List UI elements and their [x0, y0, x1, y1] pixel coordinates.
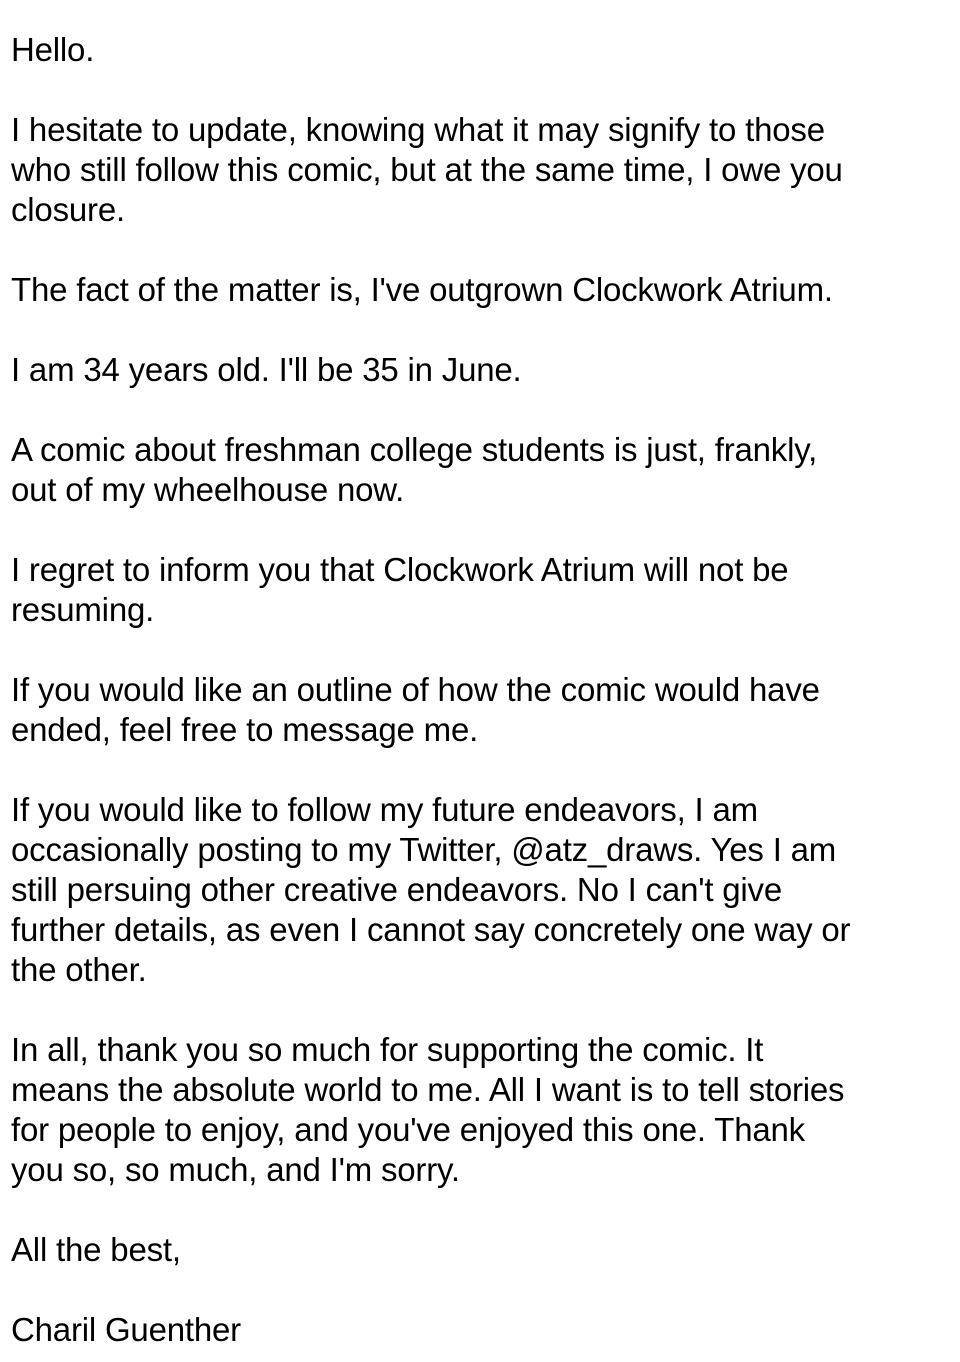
- letter-body: [11, 30, 956, 1350]
- text-line: still persuing other creative endeavors. No I can't give: [11, 871, 783, 908]
- text-line: ended, feel free to message me.: [11, 711, 479, 748]
- text-line: you so, so much, and I'm sorry.: [11, 1151, 460, 1188]
- paragraph-not-resuming: [11, 550, 956, 630]
- text-line: the other.: [11, 951, 147, 988]
- text-line: occasionally posting to my Twitter, @atz_draws. Yes I am: [11, 831, 837, 868]
- greeting: Hello.: [11, 31, 95, 68]
- text-line: means the absolute world to me. All I want is to tell stories: [11, 1071, 845, 1108]
- text-line: If you would like to follow my future endeavors, I am: [11, 791, 758, 828]
- paragraph-gap: [11, 230, 956, 270]
- paragraph-gap: [11, 510, 956, 550]
- paragraph-gap: [11, 70, 956, 110]
- paragraph-gap: [11, 990, 956, 1030]
- text-line: In all, thank you so much for supporting the comic. It: [11, 1031, 764, 1068]
- paragraph-gap: [11, 310, 956, 350]
- paragraph-closure: [11, 110, 956, 230]
- text-line: for people to enjoy, and you've enjoyed this one. Thank: [11, 1111, 805, 1148]
- closing: All the best,: [11, 1231, 181, 1268]
- text-line: I am 34 years old. I'll be 35 in June.: [11, 351, 522, 388]
- signature: Charil Guenther: [11, 1311, 241, 1348]
- text-line: The fact of the matter is, I've outgrown Clockwork Atrium.: [11, 271, 833, 308]
- paragraph-thanks: [11, 1030, 956, 1190]
- text-line: I regret to inform you that Clockwork Atrium will not be: [11, 551, 789, 588]
- paragraph-gap: [11, 1190, 956, 1230]
- paragraph-age: [11, 350, 956, 390]
- paragraph-outgrown: [11, 270, 956, 310]
- text-line: I hesitate to update, knowing what it may signify to those: [11, 111, 825, 148]
- paragraph-gap: [11, 750, 956, 790]
- paragraph-future-endeavors: [11, 790, 956, 990]
- text-line: who still follow this comic, but at the same time, I owe you: [11, 151, 843, 188]
- paragraph-gap: [11, 390, 956, 430]
- text-line: A comic about freshman college students is just, frankly,: [11, 431, 818, 468]
- paragraph-outline: [11, 670, 956, 750]
- text-line: closure.: [11, 191, 125, 228]
- text-line: further details, as even I cannot say concretely one way or: [11, 911, 851, 948]
- paragraph-gap: [11, 1270, 956, 1310]
- text-line: out of my wheelhouse now.: [11, 471, 405, 508]
- paragraph-wheelhouse: [11, 430, 956, 510]
- text-line: If you would like an outline of how the comic would have: [11, 671, 820, 708]
- text-line: resuming.: [11, 591, 155, 628]
- paragraph-gap: [11, 630, 956, 670]
